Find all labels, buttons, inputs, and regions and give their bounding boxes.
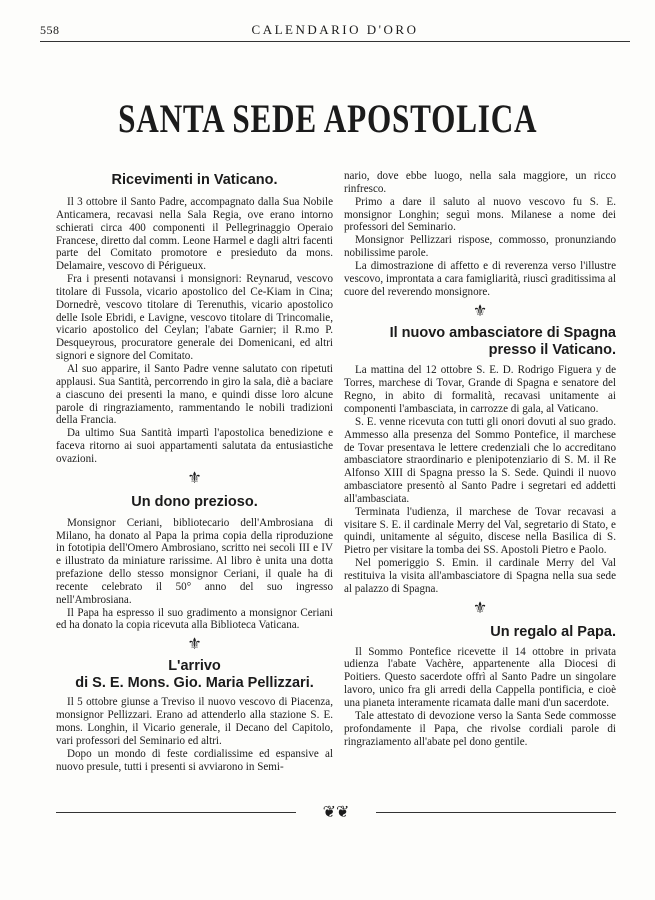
paragraph: Tale attestato di devozione verso la Santa Sede commosse profondamente il Papa, che rivolse cordiali parole di ringraziamento all'abate pel dono gentile. [344,709,616,748]
fleur-de-lis-icon: ⚜ [187,469,202,487]
paragraph: Al suo apparire, il Santo Padre venne salutato con ripetuti applausi. Sua Santità, percorrendo in giro la sala, diè a baciare a ciascuno dei presenti la mano, e quindi disse loro alcune parole di ringraziamento, rammentando le nobili tradizioni della Francia. [56,362,333,427]
running-title: CALENDARIO D'ORO [251,22,419,37]
paragraph: Monsignor Pellizzari rispose, commosso, pronunziando nobilissime parole. [344,234,616,260]
paragraph: Il Sommo Pontefice ricevette il 14 ottobre in privata udienza l'abate Vachère, appartenente alla Diocesi di Poitiers. Questo sacerdote offrì al Santo Padre un singolare lavoro, unico fra gli arredi della Cappella pontificia, e cioè una pianeta interamente ricamata dalle mani d'un sacerdote. [344,645,616,709]
section-heading-dono: Un dono prezioso. [131,493,258,510]
fleur-de-lis-icon: ⚜ [472,599,488,617]
paragraph: Fra i presenti notavansi i monsignori: Reynarud, vescovo titolare di Fussola, vicario apostolico del Ce-Kiam in Cina; Dornedrè, vescovo titolare di Terenuthis, vicario apostolico delle Isole Ebridi, e Lavigne, vescovo titolare di Trincomalie, vicario apostolico del Ceylan; l'abate Garnier; il R.mo P. Desqueyrous, procuratore generale dei Domenicani, ed altri signori e signore del Comitato. [56,273,333,363]
section-heading-ambasciatore: Il nuovo ambasciatore di Spagna presso il Vaticano. [389,325,616,359]
column-left [56,172,333,773]
section-heading-ricevimenti: Ricevimenti in Vaticano. [111,172,278,188]
paragraph: Il Papa ha espresso il suo gradimento a monsignor Ceriani ed ha donato la copia ricevuta alla Biblioteca Vaticana. [56,606,333,632]
fleur-de-lis-icon: ⚜ [187,636,202,654]
column-right [344,170,616,748]
paragraph: Il 3 ottobre il Santo Padre, accompagnato dalla Sua Nobile Anticamera, recavasi nella Sala Regia, ove erano intorno schierati circa 400 componenti il Pellegrinaggio Operaio Francese, diretto dal comm. Leone Harmel e dagli altri facenti parte del Comitato promotore e presieduto da mons. Delamaire, vescovo di Périgueux. [56,196,333,273]
paragraph: La dimostrazione di affetto e di reverenza verso l'illustre vescovo, improntata a cara famigliarità, riuscì graditissima al cuore del reverendo monsignore. [344,259,616,298]
page-title: SANTA SEDE APOSTOLICA [117,96,538,141]
paragraph: Terminata l'udienza, il marchese de Tovar recavasi a visitare S. E. il cardinale Merry del Val, segretario di Stato, e quindi, unitamente al séguito, discese nella Basilica di S. Pietro per visitare la tomba dei SS. Apostoli Pietro e Paolo. [344,505,616,557]
end-ornament [56,802,616,824]
paragraph: Monsignor Ceriani, bibliotecario dell'Ambrosiana di Milano, ha donato al Papa la prima copia della riproduzione in fototipia dell'Omero Ambrosiano, scritto nei secoli III e IV e illustrato da miniature rarissime. Al libro è unita una dotta prefazione dello stesso monsignor Ceriani, il quale ha di recente celebrato il 50° anno del suo ingresso nell'Ambrosiana. [56,516,333,606]
fleur-de-lis-icon: ⚜ [472,303,488,321]
paragraph: Dopo un mondo di feste cordialissime ed espansive al nuovo presule, tutti i presenti si avviarono in Semi- [56,747,333,773]
ornament-rule-right [376,812,616,813]
paragraph: nario, dove ebbe luogo, nella sala maggiore, un ricco rinfresco. [344,170,616,195]
paragraph: Da ultimo Sua Santità impartì l'apostolica benedizione e faceva ritorno ai suoi appartamenti salutata da entusiastiche ovazioni. [56,427,333,465]
header-rule [40,41,630,42]
paragraph: S. E. venne ricevuta con tutti gli onori dovuti al suo grado. Ammesso alla presenza del Sommo Pontefice, il marchese de Tovar presentava le lettere credenziali che lo accreditano ambasciatore straordinario e plenipotenziario di S. M. il Re Alfonso XIII di Spagna presso la S. Sede. Quindi il nuovo ambasciatore presentò al Santo Padre i segretari ed addetti all'ambasciata. [344,415,616,505]
paragraph: Nel pomeriggio S. Emin. il cardinale Merry del Val restituiva la visita all'ambasciatore di Spagna nella sua sede al palazzo di Spagna. [344,557,616,595]
paragraph: Il 5 ottobre giunse a Treviso il nuovo vescovo di Piacenza, monsignor Pellizzari. Erano ad attenderlo alla stazione S. E. mons. Longhin, il Vicario generale, il Decano del Capitolo, vari professori del Seminario ed altri. [56,696,333,747]
page-header [40,20,630,42]
scroll-ornament-icon: ❦❦ [322,804,350,821]
section-heading-arrivo: L'arrivo di S. E. Mons. Gio. Maria Pellizzari. [75,658,314,692]
paragraph: Primo a dare il saluto al nuovo vescovo fu S. E. monsignor Longhin; seguì mons. Milanese a nome dei professori del Seminario. [344,195,616,234]
page-number: 558 [40,23,60,37]
section-heading-regalo: Un regalo al Papa. [490,623,616,640]
paragraph: La mattina del 12 ottobre S. E. D. Rodrigo Figuera y de Torres, marchese di Tovar, Grande di Spagna e senatore del Regno, in abito di formalità, recavasi unitamente ai componenti l'ambasciata, in carrozze di gala, al Vaticano. [344,364,616,415]
